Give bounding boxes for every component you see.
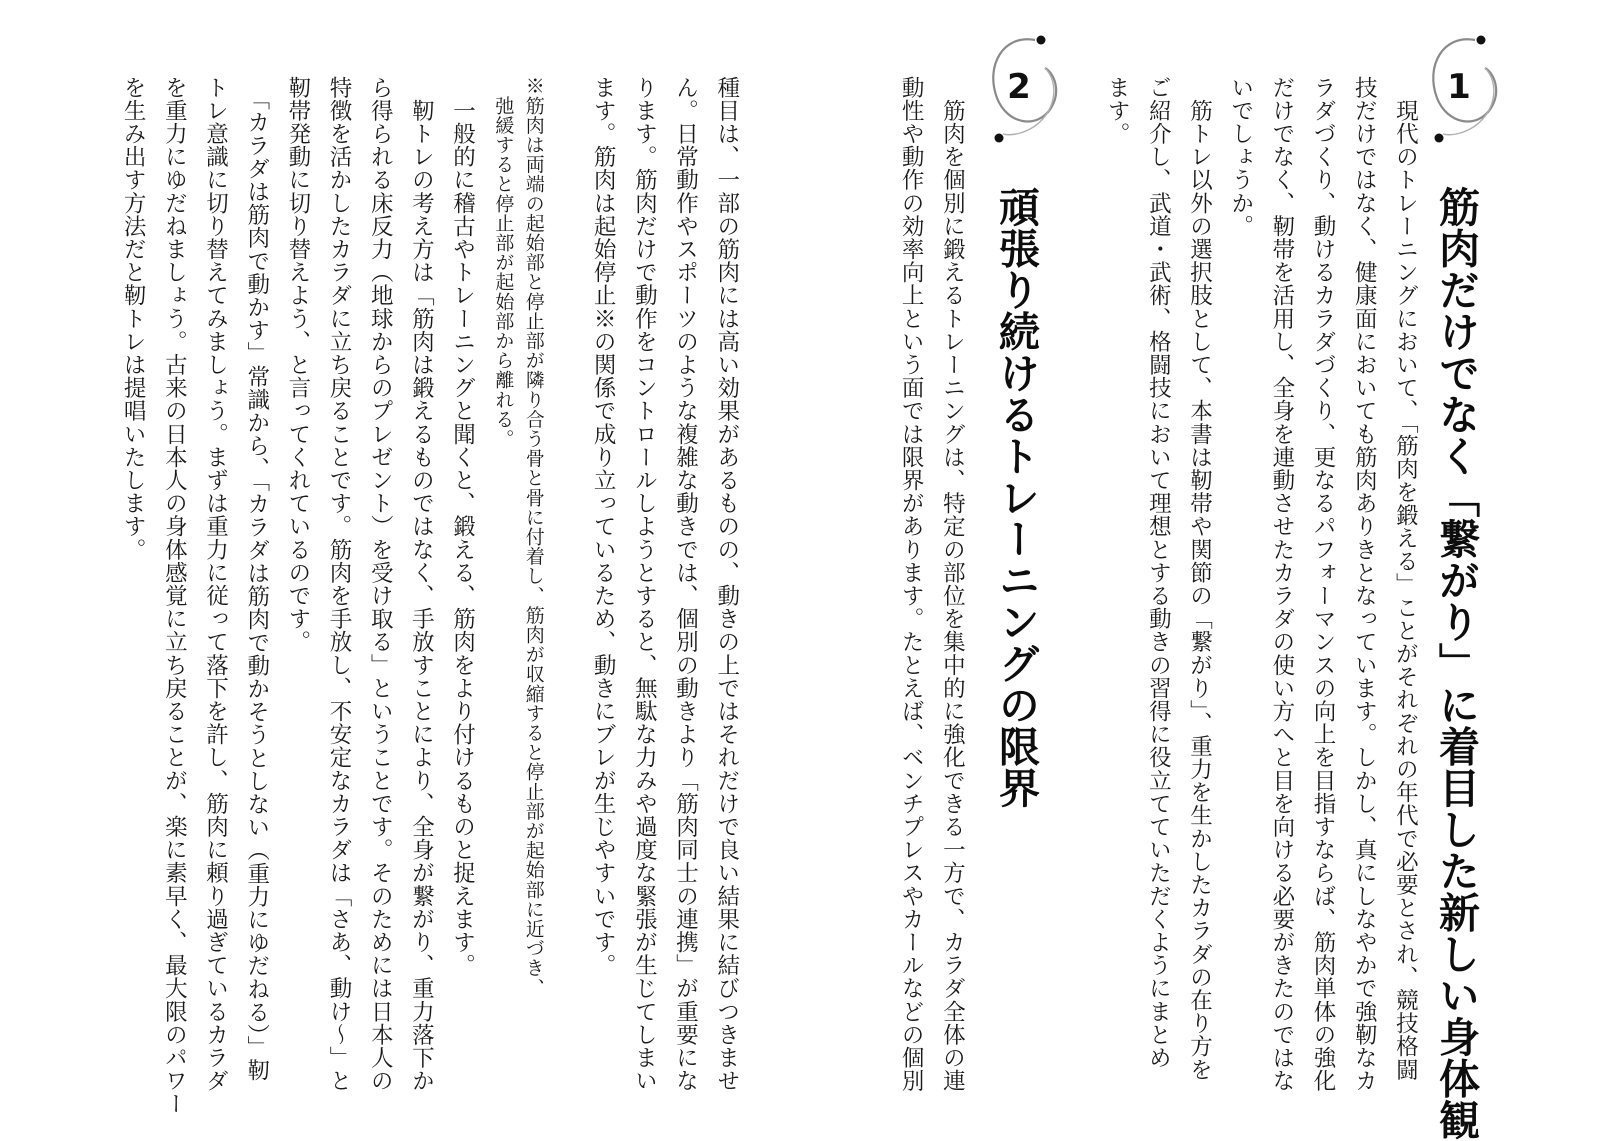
footnote [488, 76, 549, 997]
body-line: ご紹介し、武道・武術、格闘技において理想とする動きの習得に役立てていただくようにまとめ [1145, 76, 1172, 1070]
section-2-number-badge [975, 26, 1063, 144]
body-line: 靭トレの考え方は「筋肉は鍛えるものではなく、手放すことにより、全身が繋がり、重力落下か [408, 76, 435, 1093]
section-2-number: 2 [1007, 67, 1031, 107]
section-2-heading: 頑張り続けるトレーニングの限界 [992, 186, 1040, 809]
footnote-line: 弛緩すると停止部が起始部から離れる。 [492, 76, 515, 449]
body-line: を重力にゆだねましょう。古来の日本人の身体感覚に立ち戻ることが、楽に素早く、最大限のパワー [161, 76, 188, 1116]
left-body-bottom [112, 76, 483, 1116]
section-1-number-badge [1415, 26, 1503, 144]
left-body-top [582, 76, 747, 1092]
body-line: 動性や動作の効率向上という面では限界があります。たとえば、ベンチプレスやカールなどの個別 [898, 76, 925, 1093]
footnote-line: ※筋肉は両端の起始部と停止部が隣り合う骨と骨に付着し、筋肉が収縮すると停止部が起始部に近づき、 [522, 76, 545, 998]
body-line: 筋肉を個別に鍛えるトレーニングは、特定の部位を集中的に強化できる一方で、カラダ全体の連 [939, 76, 966, 1093]
body-line: 「カラダは筋肉で動かす」常識から、「カラダは筋肉で動かそうとしない（重力にゆだねる）」靭 [243, 76, 270, 1082]
body-line: トレ意識に切り替えてみましょう。まずは重力に従って落下を許し、筋肉に頼り過ぎているカラダ [202, 76, 229, 1093]
body-line: ん。日常動作やスポーツのような複雑な動きでは、個別の動きより「筋肉同士の連携」が重要にな [672, 76, 699, 1093]
body-line: 筋トレ以外の選択肢として、本書は靭帯や関節の「繋がり」、重力を生かしたカラダの在り方を [1186, 76, 1213, 1082]
body-line: 技だけではなく、健康面においても筋肉ありきとなっています。しかし、真にしなやかで強靭なカ [1351, 76, 1378, 1093]
body-line: 靭帯発動に切り替えよう、と言ってくれているのです。 [284, 76, 311, 654]
body-line: 現代のトレーニングにおいて、「筋肉を鍛える」ことがそれぞれの年代で必要とされ、競技格闘 [1392, 76, 1419, 1082]
body-line: ます。 [1104, 76, 1131, 146]
body-line: を生み出す方法だと靭トレは提唱いたします。 [120, 76, 147, 562]
section-1-heading: 筋肉だけでなく「繋がり」に着目した新しい身体観 [1432, 186, 1480, 1141]
body-line: だけでなく、靭帯を活用し、全身を連動させたカラダの使い方へと目を向ける必要がきたのではな [1268, 76, 1295, 1093]
right-page [880, 0, 1600, 1141]
body-line: ら得られる床反力（地球からのプレゼント）を受け取る」ということです。そのためには日本人の [367, 76, 394, 1093]
body-line: ります。筋肉だけで動作をコントロールしようとすると、無駄な力みや過度な緊張が生じてしまい [631, 76, 658, 1093]
body-line: ラダづくり、動けるカラダづくり、更なるパフォーマンスの向上を目指すならば、筋肉単体の強化 [1310, 76, 1337, 1093]
section-1-number: 1 [1447, 67, 1471, 107]
section-2-body [890, 76, 972, 1092]
body-line: 種目は、一部の筋肉には高い効果があるものの、動きの上ではそれだけで良い結果に結びつきませ [713, 76, 740, 1093]
body-line: 特徴を活かしたカラダに立ち戻ることです。筋肉を手放し、不安定なカラダは「さあ、動け～」と [326, 76, 353, 1093]
body-line: いでしょうか。 [1227, 76, 1254, 238]
body-line: ます。筋肉は起始停止※の関係で成り立っているため、動きにブレが生じやすいです。 [590, 76, 617, 977]
body-line: 一般的に稽古やトレーニングと聞くと、鍛える、筋肉をより付けるものと捉えます。 [449, 76, 476, 977]
section-1-body [1096, 76, 1425, 1092]
